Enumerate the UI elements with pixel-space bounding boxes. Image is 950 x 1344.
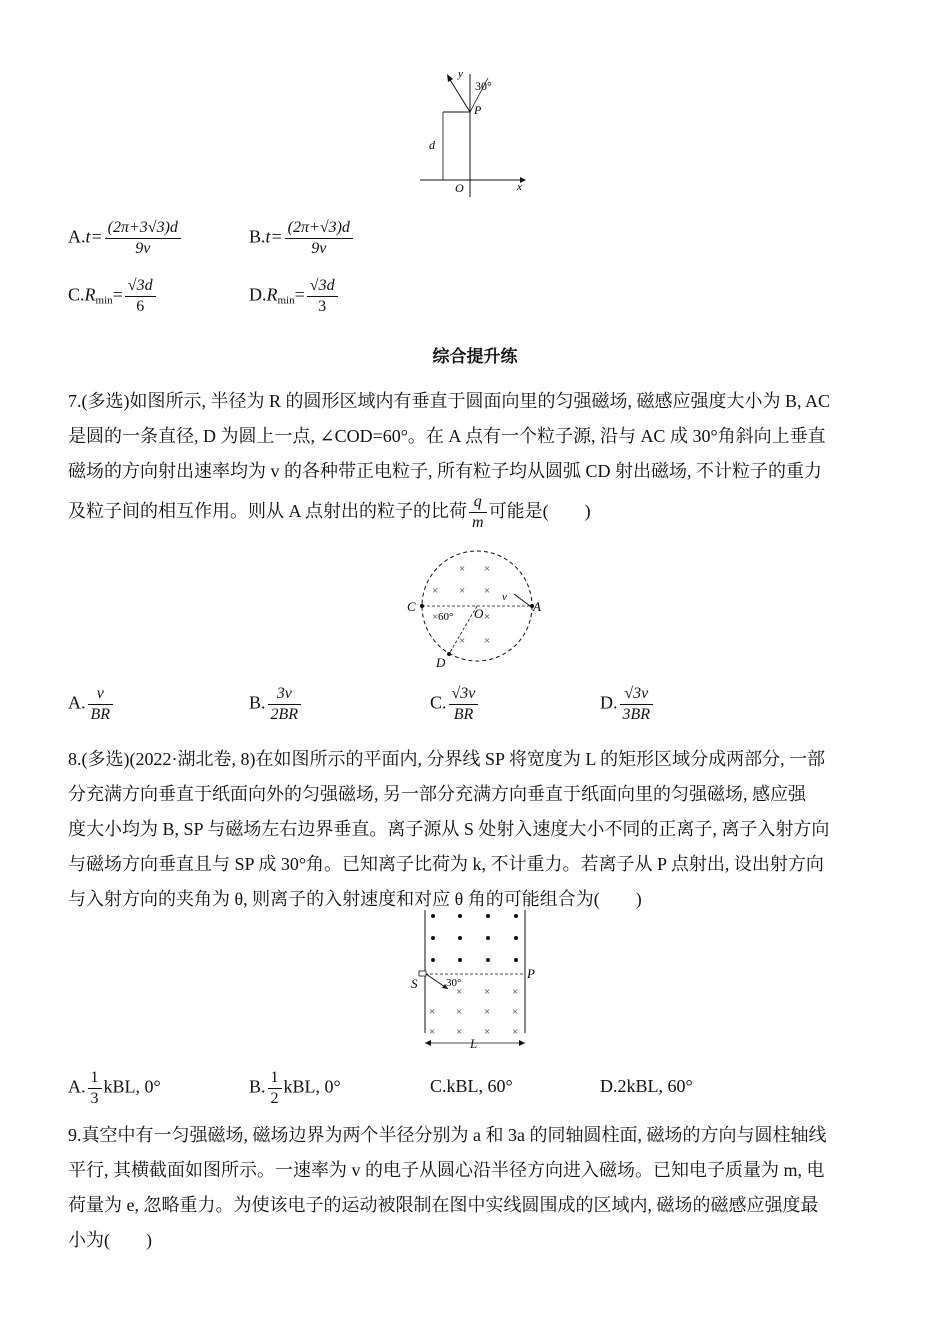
q8-line: 度大小均为 B, SP 与磁场左右边界垂直。离子源从 S 处射入速度大小不同的正离子, 离子入射方向 [68, 819, 830, 839]
fig2-v-label: v [502, 591, 507, 603]
svg-text:×: × [484, 563, 491, 575]
q7-choice-d[interactable]: D. $\frac{√3v}{3BR}$ [600, 684, 655, 725]
svg-text:×: × [484, 986, 491, 998]
svg-text:×: × [429, 1026, 436, 1038]
svg-text:×: × [484, 1026, 491, 1038]
svg-text:×: × [484, 585, 491, 597]
figure-particle-axes [415, 62, 535, 202]
q7-line: 7.(多选)如图所示, 半径为 R 的圆形区域内有垂直于圆面向里的匀强磁场, 磁感应强度大小为 B, AC [68, 391, 831, 411]
svg-text:×: × [512, 1006, 519, 1018]
q8-line: 与磁场方向垂直且与 SP 成 30°角。已知离子比荷为 k, 不计重力。若离子从 P 点射出, 设出射方向 [68, 854, 824, 874]
q7-stem [68, 384, 883, 533]
q8-choice-b[interactable]: B. $\frac{1}{2}$ kBL, 0° [249, 1069, 341, 1107]
svg-text:×: × [512, 986, 519, 998]
svg-text:×: × [459, 585, 466, 597]
q8-choice-c[interactable]: C.kBL, 60° [430, 1076, 513, 1096]
section-title: 综合提升练 [432, 347, 518, 367]
svg-text:×: × [429, 1006, 436, 1018]
q9-stem [68, 1118, 883, 1258]
q9-line: 平行, 其横截面如图所示。一速率为 v 的电子从圆心沿半径方向进入磁场。已知电子质量为 m, 电 [68, 1160, 825, 1180]
q9-line: 9.真空中有一匀强磁场, 磁场边界为两个半径分别为 a 和 3a 的同轴圆柱面, 磁场的方向与圆柱轴线 [68, 1125, 827, 1145]
figure-circle-field [402, 540, 552, 672]
svg-text:×: × [484, 611, 491, 623]
svg-text:×: × [456, 986, 463, 998]
fig1-angle-label: 30° [475, 79, 492, 93]
q8-stem [68, 742, 883, 917]
fig3-l-label: L [470, 1036, 478, 1051]
q7-line: 磁场的方向射出速率均为 v 的各种带正电粒子, 所有粒子均从圆弧 CD 射出磁场, 不计粒子的重力 [68, 461, 823, 481]
q7-line: 及粒子间的相互作用。则从 A 点射出的粒子的比荷 $\frac{q}{m}$ 可能是( ) [68, 493, 591, 532]
fig1-o-label: O [455, 181, 464, 195]
svg-text:×: × [459, 563, 466, 575]
q8-choice-a[interactable]: A. $\frac{1}{3}$ kBL, 0° [68, 1069, 161, 1107]
q9-line: 荷量为 e, 忽略重力。为使该电子的运动被限制在图中实线圆围成的区域内, 磁场的磁感应强度最 [68, 1195, 819, 1215]
q7-choice-a[interactable]: A. $\frac{v}{BR}$ [68, 684, 115, 725]
fig1-p-label: P [474, 103, 482, 117]
fig1-x-label: x [517, 181, 522, 193]
svg-text:×: × [484, 1006, 491, 1018]
svg-text:×: × [456, 1026, 463, 1038]
q8-line: 与入射方向的夹角为 θ, 则离子的入射速度和对应 θ 角的可能组合为( ) [68, 889, 642, 909]
fig2-d-label: D [436, 655, 446, 670]
svg-text:×: × [456, 1006, 463, 1018]
q7-line: 是圆的一条直径, D 为圆上一点, ∠COD=60°。在 A 点有一个粒子源, 沿与 AC 成 30°角斜向上垂直 [68, 426, 826, 446]
fig2-a-label: A [533, 599, 541, 614]
fig3-s-label: S [411, 976, 418, 991]
fig2-o-label: O [474, 606, 484, 621]
fig1-d-label: d [429, 138, 435, 152]
svg-text:×: × [484, 635, 491, 647]
q7-choice-b[interactable]: B. $\frac{3v}{2BR}$ [249, 684, 303, 725]
svg-text:×: × [432, 611, 439, 623]
fig1-y-label: y [458, 68, 463, 80]
q6-choice-d[interactable]: $D.R_{min}=$ $\frac{√3d}{3}$ [249, 276, 340, 317]
q9-line: 小为( ) [68, 1230, 152, 1250]
svg-text:×: × [459, 635, 466, 647]
figure-rect-field [408, 908, 543, 1053]
q6-choice-b[interactable]: B.t= $\frac{(2\pi+√3)d}{9v}$ [249, 218, 355, 259]
svg-text:×: × [512, 1026, 519, 1038]
fig2-c-label: C [407, 599, 416, 614]
svg-text:×: × [432, 585, 439, 597]
q6-choice-a[interactable]: A.t= $\frac{(2\pi+3√3)d}{9v}$ [68, 218, 183, 259]
q7-charge-mass-ratio: $\frac{q}{m}$ [469, 492, 487, 533]
fig2-angle-label: 60° [438, 611, 454, 623]
q7-choice-c[interactable]: C. $\frac{√3v}{BR}$ [430, 684, 480, 725]
fig3-angle-label: 30° [446, 977, 462, 989]
q8-line: 分充满方向垂直于纸面向外的匀强磁场, 另一部分充满方向垂直于纸面向里的匀强磁场, 感应强 [68, 784, 806, 804]
fig3-p-label: P [527, 966, 535, 981]
q6-choice-c[interactable]: $C.R_{min}=$ $\frac{√3d}{6}$ [68, 276, 158, 317]
q8-choice-d[interactable]: D.2kBL, 60° [600, 1076, 693, 1096]
q8-line: 8.(多选)(2022·湖北卷, 8)在如图所示的平面内, 分界线 SP 将宽度为 L 的矩形区域分成两部分, 一部 [68, 749, 826, 769]
